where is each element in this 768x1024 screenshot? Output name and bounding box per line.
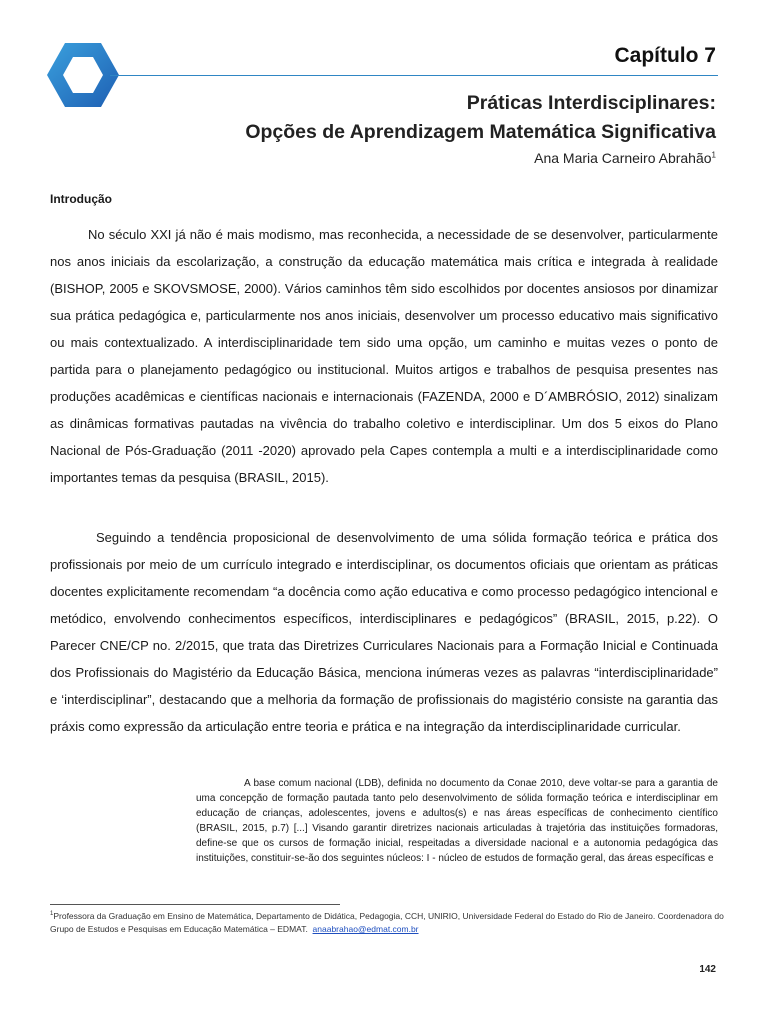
hexagon-ring-icon [46,42,120,108]
header-rule [110,75,718,76]
footnote [50,908,740,936]
chapter-title-line-1: Práticas Interdisciplinares: [466,92,716,114]
paragraph-1: No século XXI já não é mais modismo, mas reconhecida, a necessidade de se desenvolver, particularmente nos anos iniciais da escolarização, a construção da educação matemática mais crítica e integrada à realidade (BISHOP, 2005 e SKOVSMOSE, 2000). Vários caminhos têm sido escolhidos por docentes ansiosos por dinamizar sua prática pedagógica e, particularmente nos anos iniciais, desenvolver um processo educativo mais significativo ou mais contextualizado. A interdisciplinaridade tem sido uma opção, um caminho e muitas vezes o ponto de partida para o planejamento pedagógico ou institucional. Muitos artigos e trabalhos de pesquisa presentes nas produções acadêmicas e científicas nacionais e internacionais (FAZENDA, 2000 e D´AMBRÓSIO, 2012) sinalizam as dinâmicas formativas pautadas na vivência do trabalho coletivo e interdisciplinar. Um dos 5 eixos do Plano Nacional de Pós-Graduação (2011 -2020) aprovado pela Capes contempla a multi e a interdisciplinaridade como importantes temas da pesquisa (BRASIL, 2015). [50,227,718,485]
author-name [534,150,716,166]
block-quote: A base comum nacional (LDB), definida no documento da Conae 2010, deve voltar-se para a garantia de uma concepção de formação pautada tanto pelo desenvolvimento de sólida formação teórica e interdisciplinar em educação de crianças, adolescentes, jovens e adultos(s) e nas áreas específicas de conhecimento científico (BRASIL, 2015, p.7) [...] Visando garantir diretrizes nacionais articuladas à trajetória das instituições formadoras, define-se que os cursos de formação inicial, respeitadas a diversidade nacional e a autonomia pedagógica das instituições, constituir-se-ão dos seguintes núcleos: I - núcleo de estudos de formação geral, das áreas específicas e [196,778,718,864]
author-footnote-marker: 1 [711,150,716,160]
chapter-label: Capítulo 7 [614,44,716,67]
footnote-divider [50,904,340,905]
paragraph-2: Seguindo a tendência proposicional de desenvolvimento de uma sólida formação teórica e prática dos profissionais por meio de um currículo integrado e interdisciplinar, os documentos oficiais que orientam as práticas docentes explicitamente recomendam “a docência como ação educativa e como processo pedagógico intencional e metódico, envolvendo conhecimentos específicos, interdisciplinares e pedagógicos” (BRASIL, 2015, p.22). O Parecer CNE/CP no. 2/2015, que trata das Diretrizes Curriculares Nacionais para a Formação Inicial e Continuada dos Profissionais do Magistério da Educação Básica, menciona inúmeras vezes as palavras “interdisciplinaridade” e ‘interdisciplinar”, destacando que a melhoria da formação de profissionais do magistério consiste na garantia das práxis como expressão da articulação entre teoria e prática e na integração da interdisciplinaridade curricular. [50,530,718,734]
footnote-text: Professora da Graduação em Ensino de Matemática, Departamento de Didática, Pedagogia, CCH, UNIRIO, Universidade Federal do Estado do Rio de Janeiro. Coordenadora do Grupo de Estudos e Pesquisas em Educação Matemática – EDMAT. [50,910,724,934]
footnote-email-link[interactable]: anaabrahao@edmat.com.br [312,923,419,934]
chapter-title [245,89,716,147]
chapter-title-line-2: Opções de Aprendizagem Matemática Significativa [245,121,716,143]
author-name-text: Ana Maria Carneiro Abrahão [534,150,712,166]
page-number: 142 [699,964,716,975]
section-heading: Introdução [50,192,112,206]
footnote-marker: 1 [50,911,54,917]
